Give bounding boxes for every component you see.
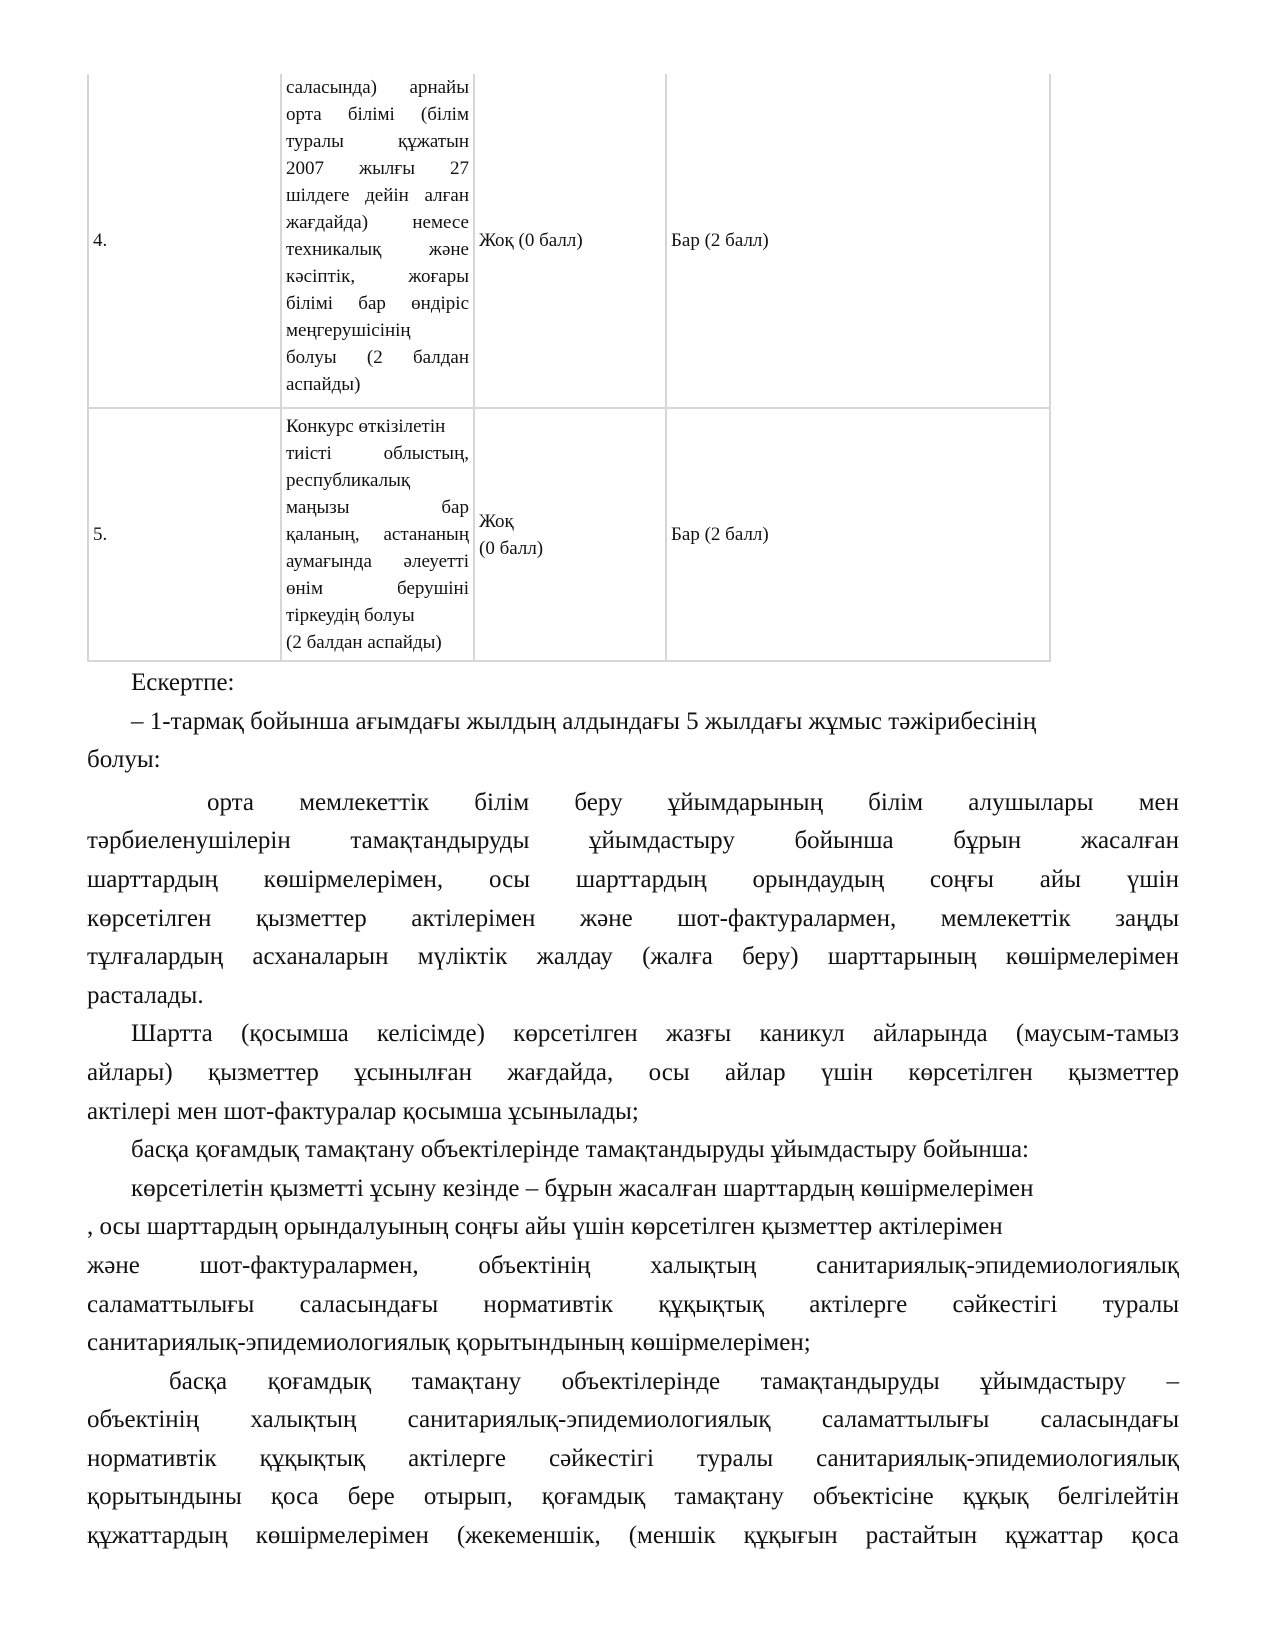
description-line: аумағында әлеуетті: [286, 551, 469, 572]
description-line: меңгерушісінің: [286, 320, 411, 341]
description-line: саласында) арнайы: [286, 77, 469, 98]
no-score-label: Жоқ: [479, 510, 514, 532]
note-paragraph-4: басқа қоғамдық тамақтану объектілерінде тамақтандыруды ұйымдастыру бойынша:: [131, 1136, 1029, 1164]
description-line: жағдайда) немесе: [286, 212, 469, 233]
description-line: 2007 жылғы 27: [286, 158, 469, 179]
description-line: республикалық: [286, 470, 411, 491]
yes-score-cell: [666, 408, 1050, 661]
table-row: [88, 74, 1050, 408]
yes-score-value: Бар (2 балл): [671, 524, 769, 545]
note-section: [87, 664, 1179, 1556]
criterion-description-cell: [281, 408, 474, 661]
yes-score-cell: [666, 74, 1050, 408]
row-number: 4.: [93, 230, 108, 251]
description-line: орта білімі (білім: [286, 104, 469, 125]
description-line: техникалық және: [286, 239, 469, 260]
no-score-value: Жоқ (0 балл): [479, 230, 583, 251]
description-line: тиісті облыстың,: [286, 443, 469, 464]
table-row: [88, 408, 1050, 661]
description-line: қаланың, астананың: [286, 524, 469, 545]
description-line: өнім берушіні: [286, 578, 469, 599]
description-line: маңызы бар: [286, 497, 469, 518]
description-line: білімі бар өндіріс: [286, 293, 469, 314]
no-score-cell: [474, 408, 666, 661]
description-line: тіркеудің болуы: [286, 605, 415, 626]
note-paragraph-3: Шартта (қосымша келісімде) көрсетілген жазғы каникул айларында (маусым-тамыз айлары) қызметтер ұсынылған жағдайда, осы айлар үшін көрсетілген қызметтер актілері мен шот-фактуралар қосымша ұсынылады;: [87, 1020, 1179, 1125]
description-line: кәсіптік, жоғары: [286, 266, 469, 287]
row-number-cell: [88, 408, 281, 661]
no-score-points: (0 балл): [479, 537, 544, 559]
description-line: туралы құжатын: [286, 131, 469, 152]
description-line: Конкурс өткізілетін: [286, 416, 446, 437]
note-heading: Ескертпе:: [131, 669, 235, 696]
criterion-description-cell: [281, 74, 474, 408]
note-paragraph-2: орта мемлекеттік білім беру ұйымдарының білім алушылары мен тәрбиеленушілерін тамақтандыруды ұйымдастыру бойынша бұрын жасалған шарттардың көшірмелерімен, осы шарттардың орындаудың соңғы айы үшін көрсетілген қызметтер актілерімен және шот-фактуралармен, мемлекеттік заңды тұлғалардың асханаларын мүліктік жалдау (жалға беру) шарттарының көшірмелерімен расталады.: [87, 788, 1179, 1009]
description-line: шілдеге дейін алған: [286, 185, 469, 206]
note-paragraph-1: – 1-тармақ бойынша ағымдағы жылдың алдындағы 5 жылдағы жұмыс тәжірибесінің болуы:: [87, 707, 1037, 774]
yes-score-value: Бар (2 балл): [671, 230, 769, 251]
description-line: (2 балдан аспайды): [286, 632, 442, 653]
row-number: 5.: [93, 524, 108, 545]
description-line: аспайды): [286, 374, 361, 395]
criteria-table: [87, 74, 1051, 662]
note-paragraph-6: басқа қоғамдық тамақтану объектілерінде тамақтандыруды ұйымдастыру – объектінің халықтың санитариялық-эпидемиологиялық саламаттылығы саласындағы нормативтік құқықтық актілерге сәйкестігі туралы санитариялық-эпидемиологиялық қорытындыны қоса бере отырып, қоғамдық тамақтану объектісіне құқық белгілейтін құжаттардың көшірмелерімен (жекеменшік, (меншік құқығын растайтын құжаттар қоса: [87, 1367, 1179, 1550]
description-line: болуы (2 балдан: [286, 347, 469, 368]
no-score-cell: [474, 74, 666, 408]
row-number-cell: [88, 74, 281, 408]
note-paragraph-5: көрсетілетін қызметті ұсыну кезінде – бұрын жасалған шарттардың көшірмелерімен , осы шарттардың орындалуының соңғы айы үшін көрсетілген қызметтер актілерімен және шот-фактуралармен, объектінің халықтың санитариялық-эпидемиологиялық саламаттылығы саласындағы нормативтік құқықтық актілерге сәйкестігі туралы санитариялық-эпидемиологиялық қорытындының көшірмелерімен;: [87, 1174, 1179, 1357]
